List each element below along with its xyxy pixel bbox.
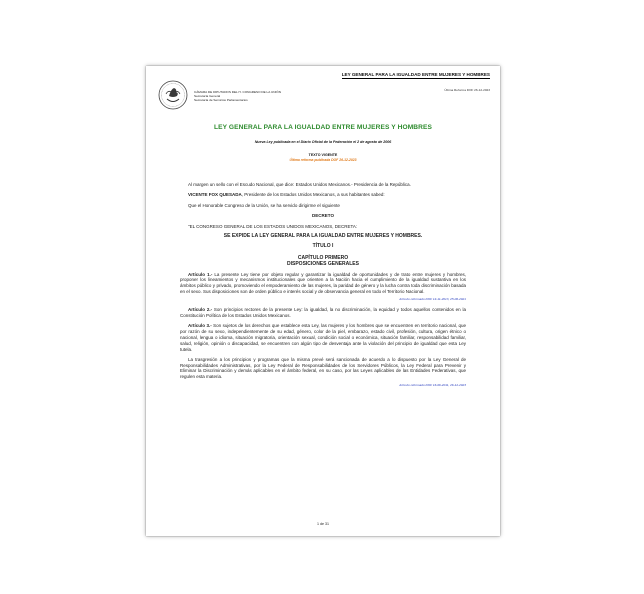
article-1	[180, 272, 466, 295]
article-1-label: Artículo 1.-	[188, 271, 213, 277]
institution-line-3: Secretaría de Servicios Parlamentarios	[194, 98, 248, 102]
document-body	[180, 182, 466, 392]
publication-line: Nueva Ley publicada en el Diario Oficial de la Federación el 2 de agosto de 2006	[254, 140, 392, 144]
paragraph-seal: Al margen un sello con el Escudo Nacional, que dice: Estados Unidos Mexicanos.- Presidencia de la República.	[188, 182, 411, 187]
article-3	[180, 323, 466, 352]
article-3-label: Artículo 3.-	[188, 323, 212, 329]
institution-line-1: CÁMARA DE DIPUTADOS DEL H. CONGRESO DE LA UNIÓN	[194, 90, 281, 94]
document-page	[146, 66, 500, 536]
article-2	[180, 307, 466, 319]
president-text: , Presidente de los Estados Unidos Mexicanos, a sus habitantes sabed:	[241, 192, 385, 198]
institution-line-2: Secretaría General	[194, 94, 221, 98]
article-3-text: Son sujetos de los derechos que establece esta Ley, las mujeres y los hombres que se encuentren en territorio nacional, que por razón de su sexo, independientemente de su edad, género, color de la piel, embarazo, estado civil, profesión, cultura, origen étnico o nacional, lengua o idioma, situación migratoria, orientación sexual, condición social o económica, situación familiar, responsabilidad familiar, salud, religión, opinión o discapacidad, se encuentren con algún tipo de desventaja ante la violación del principio de igualdad que esta Ley tutela.	[180, 323, 466, 352]
header-institution	[158, 80, 308, 112]
article-1-note: Artículo reformado DOF 14-11-2013, 25-06-2021	[399, 297, 466, 302]
mexico-seal-icon	[158, 80, 188, 110]
last-reform-line: Última reforma publicada DOF 26-12-2023	[289, 158, 357, 162]
institution-text	[194, 90, 281, 102]
decreto-heading: DECRETO	[312, 213, 334, 219]
paragraph-congress: Que el Honorable Congreso de la Unión, se ha servido dirigirme el siguiente	[188, 202, 340, 208]
running-title: LEY GENERAL PARA LA IGUALDAD ENTRE MUJERES Y HOMBRES	[341, 72, 490, 77]
capitulo-heading	[180, 255, 466, 268]
paragraph-president	[180, 192, 466, 198]
article-3-note: Artículo reformado DOF 16-06-2011, 26-12-2023	[399, 382, 466, 387]
page-number: 1 de 31	[317, 522, 329, 526]
president-name: VICENTE FOX QUESADA	[188, 192, 242, 198]
texto-vigente: TEXTO VIGENTE	[308, 153, 338, 157]
disposiciones-label: DISPOSICIONES GENERALES	[287, 261, 359, 268]
capitulo-label: CAPÍTULO PRIMERO	[297, 254, 349, 261]
paragraph-decreta: "EL CONGRESO GENERAL DE LOS ESTADOS UNIDOS MEXICANOS, DECRETA:	[188, 223, 358, 229]
article-2-label: Artículo 2.-	[188, 307, 213, 313]
titulo-heading: TÍTULO I	[312, 243, 334, 250]
last-reform-header: Última Reforma DOF 26-12-2023	[444, 88, 490, 92]
paragraph-sanction: La trasgresión a los principios y programas que la misma prevé será sancionada de acuerdo a lo dispuesto por la Ley General de Responsabilidades Administrativas, por la Ley Federal de Responsabilidades de los Servidores Públicos, la Ley Federal para Prevenir y Eliminar la Discriminación y demás aplicables en el ámbito federal, en su caso, por las Leyes aplicables de las Entidades Federativas, que regulen esta materia.	[180, 356, 466, 380]
law-title: LEY GENERAL PARA LA IGUALDAD ENTRE MUJERES Y HOMBRES	[213, 124, 433, 131]
article-2-text: Son principios rectores de la presente Ley: la igualdad, la no discriminación, la equidad y todos aquellos contenidos en la Constitución Política de los Estados Unidos Mexicanos.	[180, 307, 466, 318]
expide-heading: SE EXPIDE LA LEY GENERAL PARA LA IGUALDAD ENTRE MUJERES Y HOMBRES.	[223, 232, 423, 239]
article-1-text: La presente Ley tiene por objeto regular y garantizar la igualdad de oportunidades y de trato entre mujeres y hombres, proponer los lineamientos y mecanismos institucionales que orienten a la Nación hacia el cumplimiento de la igualdad sustantiva en los ámbitos público y privado, promoviendo el empoderamiento de las mujeres, la paridad de género y la lucha contra toda discriminación basada en el sexo. Sus disposiciones son de orden público e interés social y de observancia general en todo el Territorio Nacional.	[180, 271, 466, 294]
